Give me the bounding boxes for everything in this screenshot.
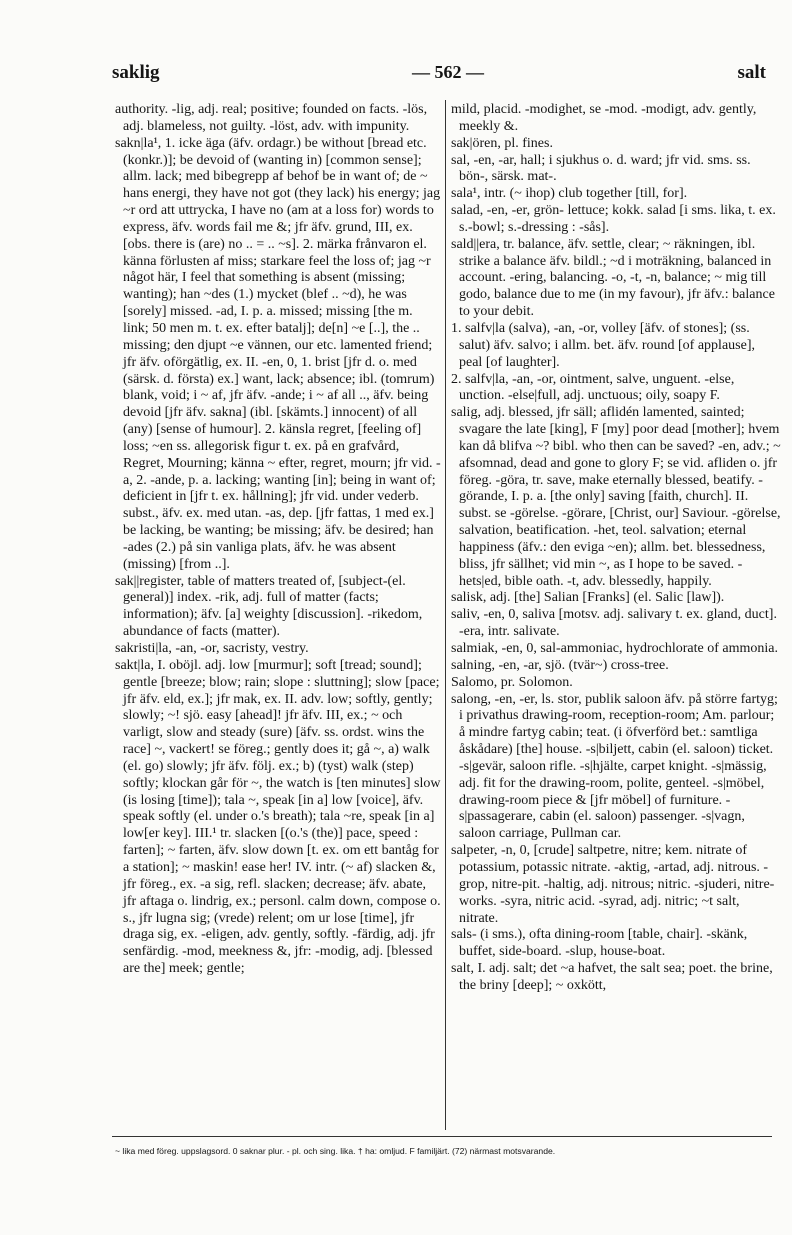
entry-sal: sal, -en, -ar, hall; i sjukhus o. d. ward; jfr vid. sms. ss. bön-, särsk. mat-. [451, 152, 751, 185]
footer-rule [112, 1136, 772, 1137]
entry-salfva-2: 2. salfv|la, -an, -or, ointment, salve, unguent. -else, unction. -else|full, adj. unctuous; oily, soapy F. [451, 371, 735, 404]
entry-sakregister: sak||register, table of matters treated of, [subject-(el. general)] index. -rik, adj. full of matter (facts; information); äfv. [a] weighty [discussion]. -rikedom, abundance of facts (matter). [115, 573, 423, 640]
page-number: — 562 — [412, 62, 484, 82]
entry-sakristia: sakristi|la, -an, -or, sacristy, vestry. [115, 641, 309, 656]
entry-salig: salig, adj. blessed, jfr säll; aflidén lamented, sainted; svagare the late [king], F [my] poor dead [mother]; hvem kan då blifva ~? bibl. who then can be saved? -en, adv.; ~ afsomnad, dead and gone to glory F; se vid. afliden o. jfr föreg. -göra, tr. save, make eternally blessed, beatify. -görande, I. p. a. [the only] saving [faith, church]. II. subst. se -görelse. -görare, [Christ, our] Saviour. -görelse, salvation, beatification. -het, teol. salvation; eternal happiness (äfv.: den eviga ~en); allm. bet. blessedness, bliss, jfr sällhet; vid min ~, as I hope to be saved. -hets|ed, bible oath. -t, adv. blessedly, happily. [451, 405, 781, 589]
entry-salfva-1: 1. salfv|la (salva), -an, -or, volley [äfv. of stones]; (ss. salut) äfv. salvo; i allm. bet. äfv. round [of applause], peal [of laughter]. [451, 320, 755, 370]
entry-saldera: sald||era, tr. balance, äfv. settle, clear; ~ räkningen, ibl. strike a balance äfv. bildl.; ~d i moträkning, balanced in account. -ering, balancing. -o, -t, -n, balance; ~ mig till godo, balance due to me (in my favour), jfr äfv.: balance to your debit. [451, 236, 775, 320]
entry-saliv: saliv, -en, 0, saliva [motsv. adj. salivary t. ex. gland, duct]. -era, intr. salivate. [451, 607, 777, 640]
abbreviation-legend: ~ lika med föreg. uppslagsord. 0 saknar plur. - pl. och sing. lika. † ha: omljud. F familjärt. (72) närmast motsvarande. [115, 1146, 556, 1156]
entry-sala: sala¹, intr. (~ ihop) club together [till, for]. [451, 186, 688, 202]
entry-sakna: sakn|la¹, 1. icke äga (äfv. ordagr.) be without [bread etc. (konkr.)]; be devoid of (wanting in) [common sense]; allm. lack; med bibegrepp af behof be in want of; de ~ hans energi, they have not got (they lack) his energy; jag ~r ord att uttrycka, I have no (am at a loss for) words to express, äfv. words fail me &; jfr äfv. grund, III, ex. [obs. there is (are) no .. = .. ~s]. 2. märka frånvaron el. känna förlusten af miss; starkare feel the loss of; jag ~r något här, I feel that something is absent (missing; wanting); han ~des (1.) mycket (blef .. ~d), he was [sorely] missed. -ad, I. p. a. missed; missing [the m. link; 50 men m. t. ex. efter batalj]; de[n] ~e [..], the .. missing; den djupt ~e vännen, our etc. lamented friend; jfr äfv. oförgätlig, ex. II. -en, 0, 1. brist [jfr d. o. med (särsk. d. första) ex.] want, lack; absence; ibl. (tomrum) blank, void; i ~ af, jfr äfv. -ande; i ~ af all .., äfv. being devoid [jfr äfv. sakna] (ibl. [skämts.] innocent) of all (any) [sense of humour]. 2. känsla regret, [feeling of] loss; ~en ss. allegorisk figur t. ex. på en grafvård, Regret, Mourning; känna ~ efter, regret, mourn; jfr vid. -a, 2. -ande, p. a. lacking; wanting [in]; being in want of; deficient in [jfr t. ex. hållning]; jfr vid. under vederb. subst., äfv. ex. med utan. -as, dep. [jfr fattas, 1 med ex.] be lacking, be wanting; be missing; äfv. be desired; han -ades (2.) på sin vanliga plats, äfv. he was absent (missing) [from ..]. [115, 135, 441, 572]
entry-sakoren: sak|ören, pl. fines. [451, 135, 553, 151]
page-header [112, 62, 766, 92]
entry-salomo: Salomo, pr. Solomon. [451, 674, 573, 690]
entry-salpeter: salpeter, -n, 0, [crude] saltpetre, nitre; kem. nitrate of potassium, potassic nitrate. -aktig, -artad, adj. nitrous. -grop, nitre-pit. -haltig, adj. nitrous; nitric. -sjuderi, nitre-works. -syra, nitric acid. -syrad, adj. nitric; ~t salt, nitrate. [451, 843, 775, 926]
entry-sals: sals- (i sms.), ofta dining-room [table, chair]. -skänk, buffet, side-board. -slup, house-boat. [451, 927, 748, 960]
entry-authority: authority. -lig, adj. real; positive; founded on facts. -lös, adj. blameless, not guilty. -löst, adv. with impunity. [115, 102, 428, 134]
left-column [115, 102, 441, 1127]
right-headword: salt [737, 62, 766, 83]
entry-salad: salad, -en, -er, grön- lettuce; kokk. salad [i sms. lika, t. ex. s.-bowl; s.-dressing : -sås]. [451, 203, 776, 235]
entry-salong: salong, -en, -er, ls. stor, publik saloon äfv. på större fartyg; i privathus drawing-room, reception-room; Am. parlour; å mindre fartyg cabin; teat. (i öfverförd bet.: samtliga åskådare) [the] house. -s|biljett, cabin (el. saloon) ticket. -s|gevär, saloon rifle. -s|hjälte, carpet knight. -s|mässig, adj. fit for the drawing-room, polite, genteel. -s|möbel, drawing-room piece & [jfr möbel] of furniture. -s|passagerare, cabin (el. saloon) passenger. -s|vagn, saloon carriage, Pullman car. [451, 691, 778, 842]
entry-salmiak: salmiak, -en, 0, sal-ammoniac, hydrochlorate of ammonia. [451, 641, 778, 656]
entry-sakta: sakt|la, I. oböjl. adj. low [murmur]; soft [tread; sound]; gentle [breeze; blow; rain; slope : sluttning]; slow [pace; jfr äfv. eld, ex.]; jfr mak, ex. II. adv. low; softly, gently; slowly; ~! sjö. easy [ahead]! jfr äfv. III, ex.; ~ och varligt, slow and steady (sure) [äfv. ss. ordst. wins the race] ~, vackert! se föreg.; gently does it; gå ~, a) walk (el. go) slowly; jfr äfv. följ. ex.; b) (tyst) walk (step) softly; klockan går för ~, the watch is [ten minutes] slow (is losing [time]); tala ~, speak [in a] low [voice], äfv. speak softly (el. under o.'s breath); tala ~re, speak [in a] low[er key]. III.¹ tr. slacken [(o.'s (the)] pace, speed : farten]; ~ farten, äfv. slow down [t. ex. om ett bantåg for a station]; ~ maskin! ease her! IV. intr. (~ af) slacken &, jfr föreg., ex. -a sig, refl. slacken; decrease; äfv. abate, jfr aftaga o. lindrig, ex.; personl. calm down, compose o. s., jfr lugna sig; (vrede) relent; om ur lose [time], jfr draga sig, ex. -eligen, adv. gently, softly. -färdig, adj. jfr senfärdig. -mod, meekness &, jfr: -modig, adj. [blessed are the] meek; gentle; [115, 657, 441, 977]
entry-salning: salning, -en, -ar, sjö. (tvär~) cross-tree. [451, 657, 669, 673]
entry-mild: mild, placid. -modighet, se -mod. -modigt, adv. gently, meekly &. [451, 102, 757, 134]
entry-salisk: salisk, adj. [the] Salian [Franks] (el. Salic [law]). [451, 590, 725, 606]
entry-salt: salt, I. adj. salt; det ~a hafvet, the salt sea; poet. the brine, the briny [deep]; ~ oxkött, [451, 961, 773, 993]
column-divider [445, 100, 446, 1130]
right-column [451, 102, 781, 1127]
left-headword: saklig [112, 62, 160, 83]
